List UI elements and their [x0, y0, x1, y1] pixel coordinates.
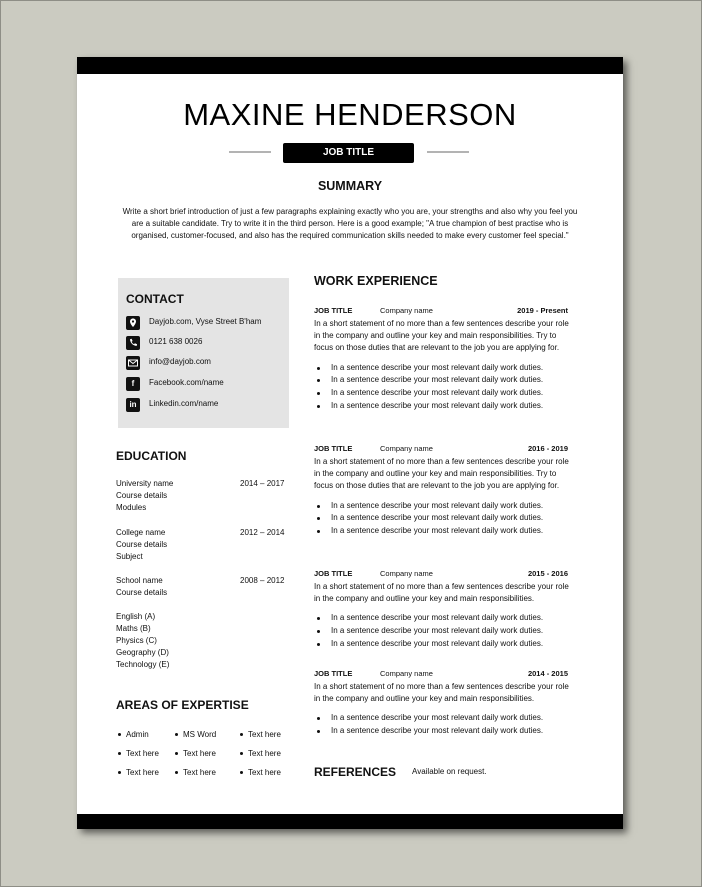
job-entry-description: In a short statement of no more than a few sentences describe your role in the company and outline your key and main responsibilities. Try to focus on those duties that are relevant to the job you are applying for.	[314, 319, 569, 353]
duty-item: In a sentence describe your most relevant daily work duties.	[314, 725, 568, 738]
bullet-icon	[240, 771, 243, 774]
linkedin-icon: in	[126, 398, 140, 412]
job-entry	[314, 444, 568, 538]
bullet-icon	[118, 733, 121, 736]
job-entry	[314, 306, 568, 412]
job-entry-dates: 2016 - 2019	[527, 444, 568, 453]
contact-box	[118, 278, 289, 428]
job-entry-company: Company name	[380, 444, 433, 453]
duty-item: In a sentence describe your most relevant daily work duties.	[314, 625, 568, 638]
job-entry	[314, 669, 568, 738]
title-rule-left	[229, 151, 271, 153]
expertise-item: Text here	[175, 749, 216, 758]
education-years: 2008 – 2012	[240, 576, 285, 585]
bottom-band	[77, 814, 623, 829]
job-entry-description: In a short statement of no more than a few sentences describe your role in the company and outline your key and main responsibilities.	[314, 682, 569, 704]
contact-heading: CONTACT	[126, 292, 184, 306]
job-entry-title: JOB TITLE	[314, 569, 353, 578]
contact-address-text: Dayjob.com, Vyse Street B'ham	[149, 317, 262, 326]
bullet-icon	[118, 771, 121, 774]
work-experience-heading: WORK EXPERIENCE	[314, 274, 438, 288]
contact-linkedin-text: Linkedin.com/name	[149, 399, 219, 408]
duty-item: In a sentence describe your most relevant daily work duties.	[314, 512, 568, 525]
cv-page	[77, 57, 623, 829]
email-icon	[126, 356, 140, 370]
bullet-icon	[175, 771, 178, 774]
duty-item: In a sentence describe your most relevant daily work duties.	[314, 362, 568, 375]
duty-item: In a sentence describe your most relevant daily work duties.	[314, 638, 568, 651]
duty-item: In a sentence describe your most relevant daily work duties.	[314, 712, 568, 725]
job-duties-list	[314, 362, 568, 413]
expertise-item: Text here	[240, 749, 281, 758]
references-heading: REFERENCES	[314, 765, 397, 779]
duty-item: In a sentence describe your most relevant daily work duties.	[314, 400, 568, 413]
job-entry-dates: 2014 - 2015	[527, 669, 568, 678]
bullet-icon	[175, 733, 178, 736]
contact-facebook-text: Facebook.com/name	[149, 378, 224, 387]
duty-item: In a sentence describe your most relevant daily work duties.	[314, 500, 568, 513]
contact-email-text: info@dayjob.com	[149, 357, 211, 366]
job-entry-description: In a short statement of no more than a few sentences describe your role in the company and outline your key and main responsibilities.	[314, 582, 569, 604]
expertise-heading: AREAS OF EXPERTISE	[116, 698, 249, 712]
job-entry-title: JOB TITLE	[314, 444, 353, 453]
expertise-item: MS Word	[175, 730, 216, 739]
expertise-item: Text here	[175, 768, 216, 777]
bullet-icon	[240, 752, 243, 755]
duty-item: In a sentence describe your most relevant daily work duties.	[314, 387, 568, 400]
education-entry: School name Course details	[116, 576, 168, 597]
education-heading: EDUCATION	[116, 449, 187, 463]
education-years: 2012 – 2014	[240, 528, 285, 537]
job-entry-dates: 2015 - 2016	[527, 569, 568, 578]
contact-phone-text: 0121 638 0026	[149, 337, 203, 346]
expertise-item: Admin	[118, 730, 149, 739]
top-band	[77, 57, 623, 74]
education-years: 2014 – 2017	[240, 479, 285, 488]
candidate-name: MAXINE HENDERSON	[183, 97, 517, 132]
job-entry-title: JOB TITLE	[314, 306, 353, 315]
job-duties-list	[314, 612, 568, 650]
summary-heading: SUMMARY	[317, 179, 383, 193]
job-entry-company: Company name	[380, 569, 433, 578]
references-text: Available on request.	[412, 767, 487, 776]
job-entry-description: In a short statement of no more than a few sentences describe your role in the company and outline your key and main responsibilities. Try to focus on those duties that are relevant to the job you are applying for.	[314, 457, 569, 491]
job-duties-list	[314, 712, 568, 737]
expertise-item: Text here	[240, 730, 281, 739]
bullet-icon	[118, 752, 121, 755]
phone-icon	[126, 336, 140, 350]
job-entry-company: Company name	[380, 669, 433, 678]
job-duties-list	[314, 500, 568, 538]
summary-text: Write a short brief introduction of just a few paragraphs explaining exactly who you are, your strengths and also why you feel you are a suitable candidate. Try to write it in the third person. Here is a good example; "A true champion of best practise who is organised, customer-focused, and also has the required communication skills needed to make every customer feel special."	[122, 207, 578, 241]
facebook-icon: f	[126, 377, 140, 391]
education-entry: University name Course details Modules	[116, 479, 174, 512]
bullet-icon	[240, 733, 243, 736]
job-title-badge: JOB TITLE	[283, 143, 414, 163]
bullet-icon	[175, 752, 178, 755]
duty-item: In a sentence describe your most relevant daily work duties.	[314, 525, 568, 538]
education-entry: College name Course details Subject	[116, 528, 168, 561]
duty-item: In a sentence describe your most relevant daily work duties.	[314, 612, 568, 625]
education-subjects: English (A) Maths (B) Physics (C) Geography (D) Technology (E)	[116, 612, 170, 669]
expertise-item: Text here	[118, 768, 159, 777]
title-rule-right	[427, 151, 469, 153]
job-entry-company: Company name	[380, 306, 433, 315]
job-entry-title: JOB TITLE	[314, 669, 353, 678]
expertise-item: Text here	[240, 768, 281, 777]
duty-item: In a sentence describe your most relevant daily work duties.	[314, 374, 568, 387]
job-entry	[314, 569, 568, 651]
job-entry-dates: 2019 - Present	[517, 306, 568, 315]
location-pin-icon	[126, 316, 140, 330]
expertise-item: Text here	[118, 749, 159, 758]
